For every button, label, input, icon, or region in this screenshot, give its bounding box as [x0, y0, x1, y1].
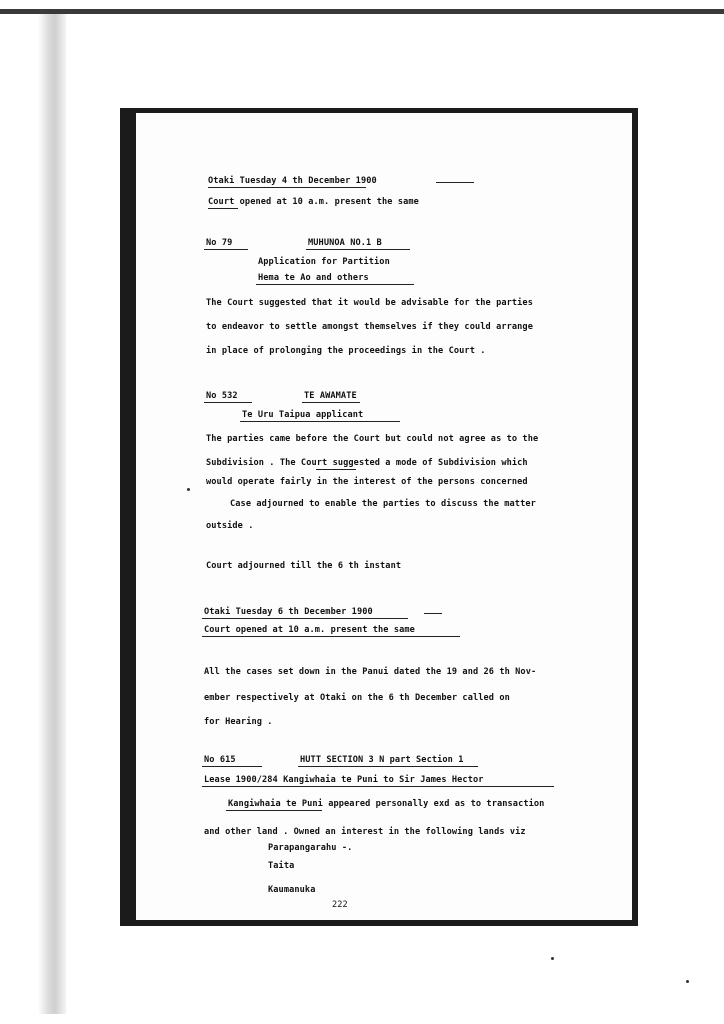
application-type: Application for Partition [258, 257, 390, 267]
page-number: 222 [332, 900, 348, 910]
court-underline [316, 469, 356, 470]
lease-line: Lease 1900/284 Kangiwhaia te Puni to Sir James Hector [204, 775, 484, 785]
heading-dash [436, 182, 474, 183]
court-underline [202, 636, 460, 637]
court-underline [208, 208, 238, 209]
heading-underline [202, 618, 408, 619]
heading-dash [424, 613, 442, 614]
case-number-79: No 79 [206, 238, 233, 248]
body-line-532-3: would operate fairly in the interest of the persons concerned [206, 477, 528, 487]
applicant-underline [256, 284, 414, 285]
block-name-underline [306, 249, 410, 250]
case-number-underline [204, 249, 248, 250]
block-name-underline [302, 402, 360, 403]
scan-binding-shadow [38, 14, 66, 1014]
body-line-79-1: The Court suggested that it would be advisable for the parties [206, 298, 533, 308]
adjournment-line: Court adjourned till the 6 th instant [206, 561, 402, 571]
panui-line-3: for Hearing . [204, 717, 273, 727]
case-number-underline [202, 766, 262, 767]
block-name-muhunoa: MUHUNOA NO.1 B [308, 238, 382, 248]
court-opened-line-2: Court opened at 10 a.m. present the same [204, 625, 415, 635]
body-line-79-2: to endeavor to settle amongst themselves if they could arrange [206, 322, 533, 332]
scan-speck [551, 957, 554, 960]
panui-line-1: All the cases set down in the Panui dated the 19 and 26 th Nov- [204, 667, 537, 677]
document-page [136, 113, 632, 920]
applicant-hema: Hema te Ao and others [258, 273, 369, 283]
body-line-532-4: Case adjourned to enable the parties to discuss the matter [230, 499, 536, 509]
land-kaumanuka: Kaumanuka [268, 885, 316, 895]
case-number-underline [204, 402, 252, 403]
body-line-532-5: outside . [206, 521, 254, 531]
name-underline [226, 810, 322, 811]
applicant-underline [240, 421, 400, 422]
sitting-heading-2: Otaki Tuesday 6 th December 1900 [204, 607, 373, 617]
body-line-615-2: and other land . Owned an interest in the following lands viz [204, 827, 526, 837]
body-line-79-3: in place of prolonging the proceedings in the Court . [206, 346, 486, 356]
lease-underline [202, 786, 554, 787]
case-number-532: No 532 [206, 391, 238, 401]
body-line-615-1: Kangiwhaia te Puni appeared personally exd as to transaction [228, 799, 545, 809]
block-name-hutt-section: HUTT SECTION 3 N part Section 1 [300, 755, 464, 765]
panui-line-2: ember respectively at Otaki on the 6 th December called on [204, 693, 510, 703]
sitting-heading-1: Otaki Tuesday 4 th December 1900 [208, 176, 377, 186]
scan-top-edge [0, 9, 724, 14]
case-number-615: No 615 [204, 755, 236, 765]
land-taita: Taita [268, 861, 295, 871]
body-line-532-1: The parties came before the Court but could not agree as to the [206, 434, 539, 444]
scan-speck [686, 980, 689, 983]
applicant-te-uru: Te Uru Taipua applicant [242, 410, 364, 420]
court-opened-line-1: Court opened at 10 a.m. present the same [208, 197, 419, 207]
scan-speck [187, 488, 190, 491]
body-line-532-2: Subdivision . The Court suggested a mode of Subdivision which [206, 458, 528, 468]
land-parapangarahu: Parapangarahu -. [268, 843, 353, 853]
heading-underline [208, 187, 366, 188]
block-name-te-awamate: TE AWAMATE [304, 391, 357, 401]
block-name-underline [298, 766, 478, 767]
